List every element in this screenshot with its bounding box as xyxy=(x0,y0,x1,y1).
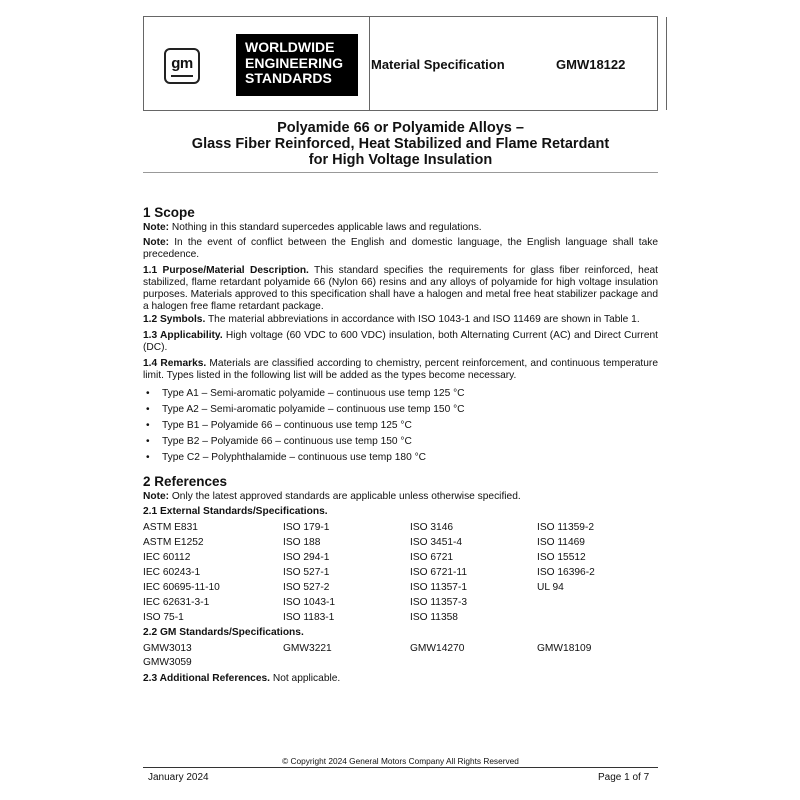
gm-standard-item: GMW18109 xyxy=(537,643,592,654)
list-item: • Type A1 – Semi-aromatic polyamide – continuous use temp 125 °C xyxy=(146,388,465,399)
reference-item: ISO 11359-2 xyxy=(537,522,595,533)
note-paragraph: Note: Only the latest approved standards are applicable unless otherwise specified. xyxy=(143,491,521,502)
footer-date: January 2024 xyxy=(148,772,209,783)
title-rule xyxy=(143,172,658,173)
list-item: • Type A2 – Semi-aromatic polyamide – continuous use temp 150 °C xyxy=(146,404,465,415)
reference-item: ASTM E1252 xyxy=(143,537,204,548)
reference-item: ISO 6721-11 xyxy=(410,567,468,578)
reference-item: ISO 15512 xyxy=(537,552,586,563)
note-paragraph: Note: In the event of conflict between the English and domestic language, the English language shall take precedence. xyxy=(143,237,658,260)
gm-standard-item: GMW3221 xyxy=(283,643,332,654)
applicability-paragraph: 1.3 Applicability. High voltage (60 VDC to 600 VDC) insulation, both Alternating Current (AC) and Direct Current (DC). xyxy=(143,330,658,353)
reference-item: ISO 16396-2 xyxy=(537,567,595,578)
wes-badge xyxy=(236,34,358,96)
copyright: © Copyright 2024 General Motors Company All Rights Reserved xyxy=(282,756,519,766)
list-item: • Type B1 – Polyamide 66 – continuous use temp 125 °C xyxy=(146,420,412,431)
footer-rule xyxy=(143,767,658,768)
reference-item: ASTM E831 xyxy=(143,522,198,533)
reference-item: ISO 6721 xyxy=(410,552,454,563)
doc-title-line: Polyamide 66 or Polyamide Alloys – xyxy=(277,120,524,136)
doc-title-line: for High Voltage Insulation xyxy=(308,152,493,168)
symbols-paragraph: 1.2 Symbols. The material abbreviations in accordance with ISO 1043-1 and ISO 11469 are shown in Table 1. xyxy=(143,314,640,325)
wes-line: STANDARDS xyxy=(245,70,332,86)
footer-page-number: Page 1 of 7 xyxy=(598,772,650,783)
reference-item: ISO 3146 xyxy=(410,522,454,533)
spec-type: Material Specification xyxy=(371,57,505,72)
reference-item: ISO 294-1 xyxy=(283,552,330,563)
gm-standard-item: GMW3013 xyxy=(143,643,192,654)
note-paragraph: Note: Nothing in this standard supercedes applicable laws and regulations. xyxy=(143,222,482,233)
reference-item: ISO 1043-1 xyxy=(283,597,336,608)
purpose-paragraph: 1.1 Purpose/Material Description. This standard specifies the requirements for glass fiber reinforced, heat stabilized, flame retardant polyamide 66 (Nylon 66) resins and any alloys of polyamide for high voltage insulation purposes. Materials approved to this specification shall have a halogen and metal free heat stabilizer package and a halogen free flame retardant package. xyxy=(143,265,658,312)
logo-cell xyxy=(144,17,370,110)
gm-standard-item: GMW3059 xyxy=(143,657,192,668)
reference-item: ISO 11357-3 xyxy=(410,597,468,608)
reference-item: ISO 11469 xyxy=(537,537,585,548)
reference-item: ISO 179-1 xyxy=(283,522,330,533)
reference-item: UL 94 xyxy=(537,582,564,593)
subsection-heading: 2.2 GM Standards/Specifications. xyxy=(143,627,304,638)
doc-title-line: Glass Fiber Reinforced, Heat Stabilized and Flame Retardant xyxy=(191,136,610,152)
spec-number: GMW18122 xyxy=(556,57,626,72)
remarks-paragraph: 1.4 Remarks. Materials are classified according to chemistry, percent reinforcement, and continuous temperature limit. Types listed in the following list will be added as the types become necessary. xyxy=(143,358,658,381)
wes-line: WORLDWIDE xyxy=(245,39,335,55)
gm-logo: gm xyxy=(164,48,200,84)
reference-item: ISO 3451-4 xyxy=(410,537,463,548)
list-item: • Type C2 – Polyphthalamide – continuous use temp 180 °C xyxy=(146,452,427,463)
reference-item: ISO 527-2 xyxy=(283,582,330,593)
reference-item: ISO 11358 xyxy=(410,612,458,623)
reference-item: ISO 527-1 xyxy=(283,567,330,578)
subsection-heading: 2.1 External Standards/Specifications. xyxy=(143,506,328,517)
section-heading-scope: 1 Scope xyxy=(143,205,195,220)
reference-item: ISO 188 xyxy=(283,537,321,548)
list-item: • Type B2 – Polyamide 66 – continuous use temp 150 °C xyxy=(146,436,412,447)
gm-standard-item: GMW14270 xyxy=(410,643,465,654)
reference-item: ISO 11357-1 xyxy=(410,582,468,593)
reference-item: IEC 62631-3-1 xyxy=(143,597,210,608)
wes-line: ENGINEERING xyxy=(245,54,344,71)
reference-item: ISO 1183-1 xyxy=(283,612,335,623)
section-heading-references: 2 References xyxy=(143,474,228,489)
reference-item: ISO 75-1 xyxy=(143,612,184,623)
additional-references-paragraph: 2.3 Additional References. Not applicable. xyxy=(143,673,341,684)
reference-item: IEC 60243-1 xyxy=(143,567,201,578)
reference-item: IEC 60112 xyxy=(143,552,191,563)
reference-item: IEC 60695-11-10 xyxy=(143,582,220,593)
